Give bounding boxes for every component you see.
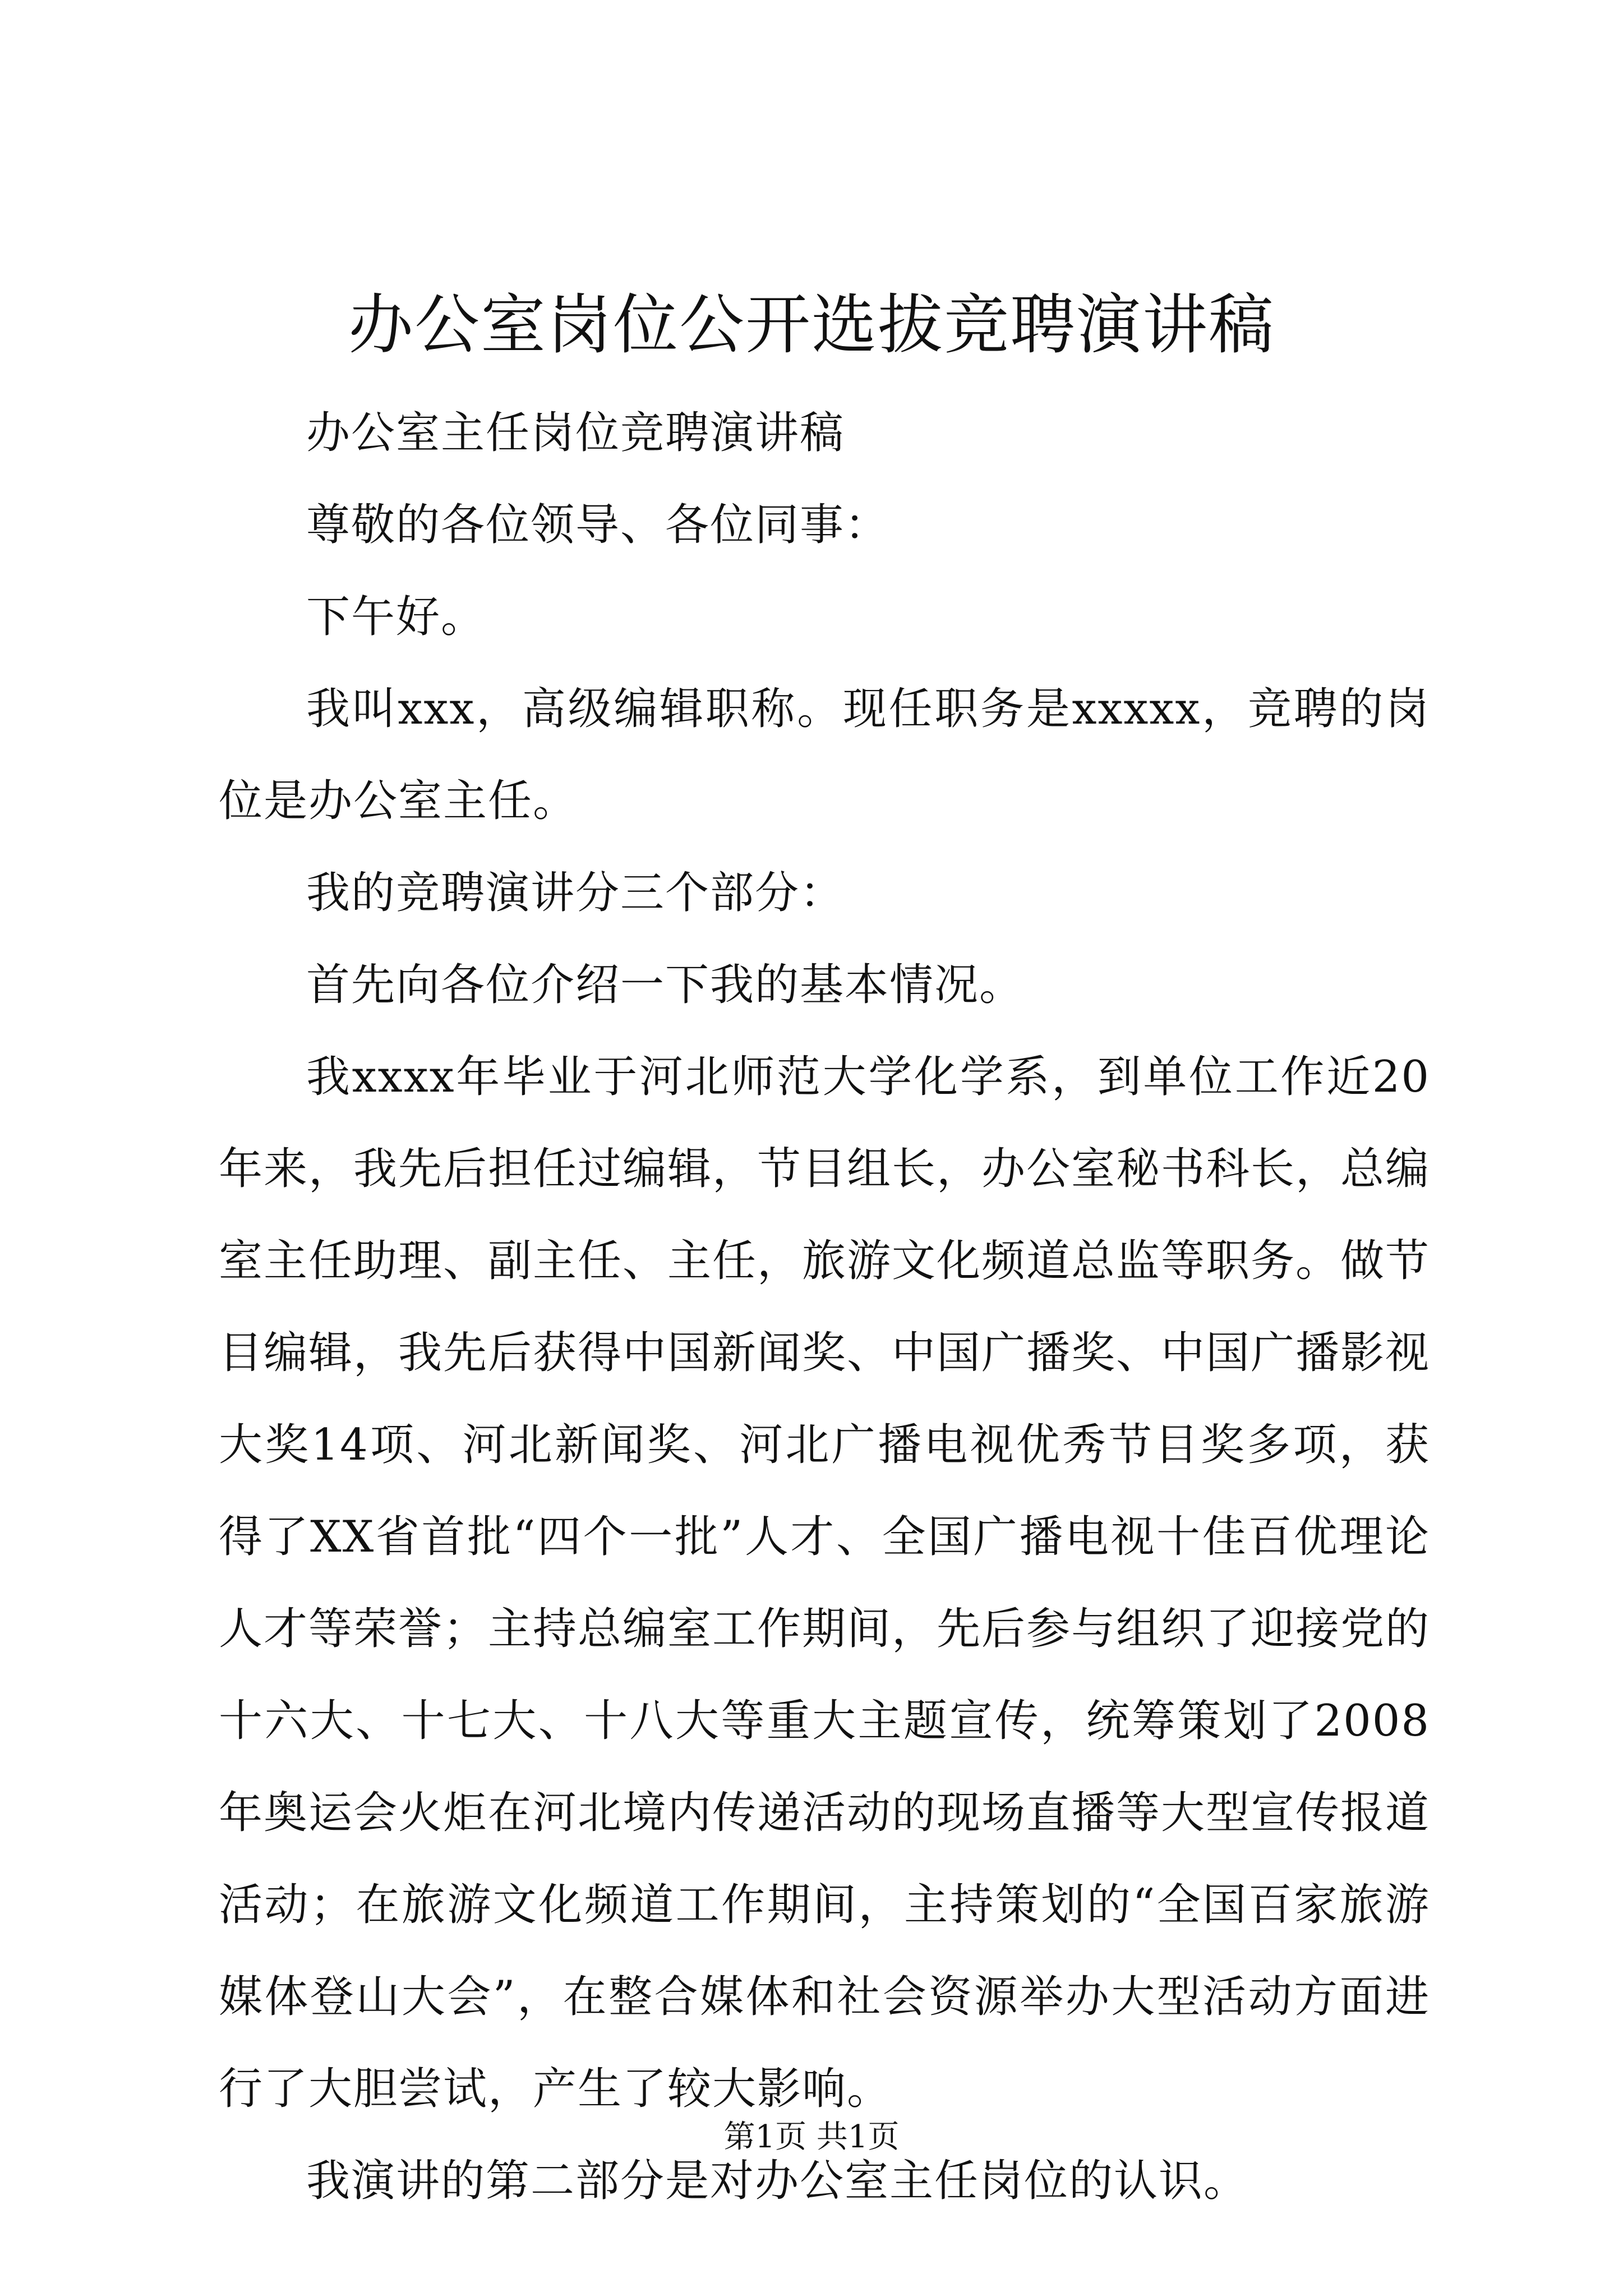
paragraph: 我的竞聘演讲分三个部分： — [306, 868, 845, 918]
paragraph: 我xxxx年毕业于河北师范大学化学系，到单位工作近20年来，我先后担任过编辑，节目组长，办公室秘书科长，总编室主任助理、副主任、主任，旅游文化频道总监等职务。做节目编辑，我先后获得中国新闻奖、中国广播奖、中国广播影视大奖14项、河北新闻奖、河北广播电视优秀节目奖多项，获得了XX省首批“四个一批”人才、全国广播电视十佳百优理论人才等荣誉；主持总编室工作期间，先后参与组织了迎接党的十六大、十七大、十八大等重大主题宣传，统筹策划了2008年奥运会火炬在河北境内传递活动的现场直播等大型宣传报道活动；在旅游文化频道工作期间，主持策划的“全国百家旅游媒体登山大会”，在整合媒体和社会资源举办大型活动方面进行了大胆尝试，产生了较大影响。 — [219, 1052, 1431, 2114]
document-title: 办公室岗位公开选拔竞聘演讲稿 — [348, 287, 1275, 363]
document-body — [219, 387, 1430, 2227]
paragraph: 办公室主任岗位竞聘演讲稿 — [306, 408, 845, 458]
paragraph: 尊敬的各位领导、各位同事： — [306, 500, 890, 550]
page-footer: 第1页 共1页 — [723, 2119, 900, 2155]
paragraph: 下午好。 — [306, 592, 486, 642]
paragraph: 我演讲的第二部分是对办公室主任岗位的认识。 — [306, 2156, 1249, 2206]
paragraph: 首先向各位介绍一下我的基本情况。 — [306, 960, 1025, 1010]
paragraph: 我叫xxx，高级编辑职称。现任职务是xxxxx，竞聘的岗位是办公室主任。 — [219, 684, 1430, 826]
